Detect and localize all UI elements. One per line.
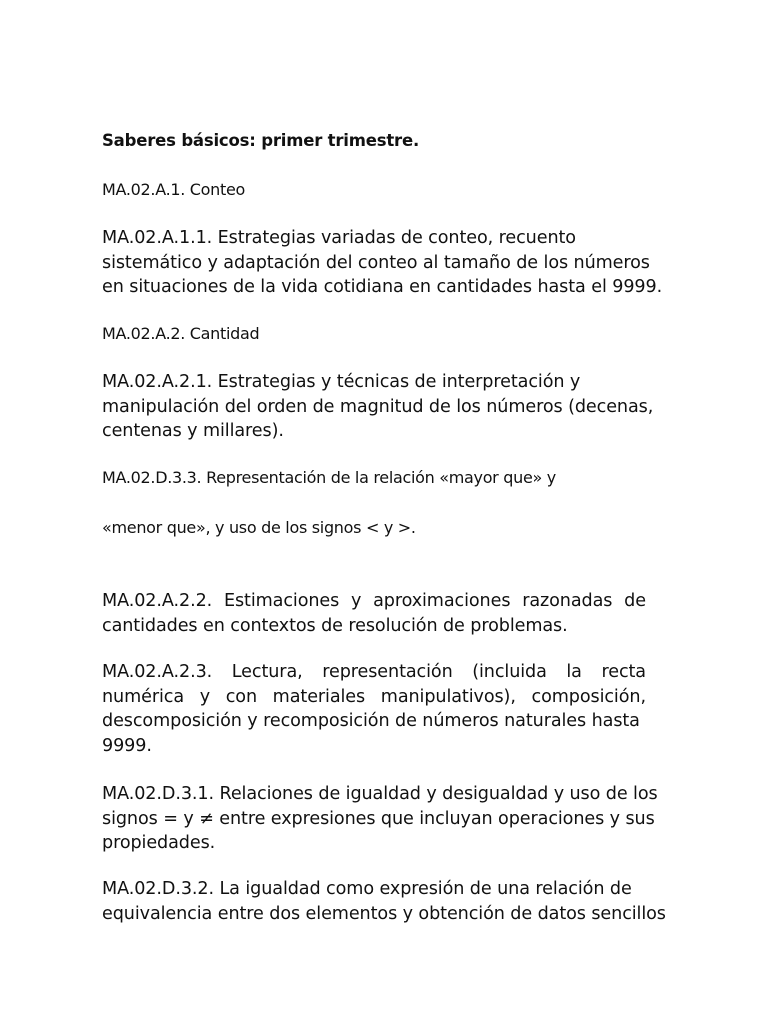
paragraph-line: en situaciones de la vida cotidiana en cantidades hasta el 9999. [102,277,663,297]
word: composición, [531,686,646,707]
word: (incluida [472,662,547,682]
word: aproximaciones [373,591,511,611]
word: materiales [272,686,366,707]
word: razonadas [522,591,613,611]
paragraph-d32 [102,877,666,926]
word: y [351,591,362,611]
page-title: Saberes básicos: primer trimestre. [102,131,420,150]
paragraph-line: MA.02.A.1.1. Estrategias variadas de conteo, recuento [102,228,576,248]
word: numérica [102,686,185,707]
paragraph-line: cantidades en contextos de resolución de problemas. [102,615,568,636]
paragraph-a21 [102,370,662,444]
paragraph-line: 9999. [102,735,152,756]
paragraph-a23 [102,660,662,758]
paragraph-a22 [102,589,662,638]
paragraph-line: sistemático y adaptación del conteo al tamaño de los números [102,252,650,273]
word: de [624,591,646,611]
word: manipulativos), [380,686,516,707]
word: Estimaciones [223,591,340,611]
paragraph-d31 [102,782,662,856]
justified-line [102,660,646,685]
paragraph-line: manipulación del orden de magnitud de los números (decenas, [102,396,654,417]
paragraph-line: MA.02.A.2.1. Estrategias y técnicas de interpretación y [102,372,581,392]
justified-line [102,685,646,710]
word: MA.02.A.2.2. [102,591,213,611]
word: MA.02.A.2.3. [102,662,213,682]
paragraph-d33-line1: MA.02.D.3.3. Representación de la relación «mayor que» y [102,468,556,487]
paragraph-a11 [102,226,662,300]
word: recta [601,662,646,682]
word: Lectura, [231,662,303,682]
section-heading-cantidad: MA.02.A.2. Cantidad [102,324,260,343]
word: y [199,686,211,707]
word: la [566,662,582,682]
paragraph-line: descomposición y recomposición de números naturales hasta [102,711,640,731]
paragraph-line: MA.02.D.3.1. Relaciones de igualdad y desigualdad y uso de los [102,784,658,804]
paragraph-line: propiedades. [102,833,216,853]
paragraph-line: signos = y ≠ entre expresiones que incluyan operaciones y sus [102,808,655,829]
justified-line [102,589,646,614]
paragraph-line: equivalencia entre dos elementos y obtención de datos sencillos [102,903,666,924]
word: con [225,686,257,707]
section-heading-conteo: MA.02.A.1. Conteo [102,180,246,199]
paragraph-d33-line2: «menor que», y uso de los signos < y >. [102,518,416,537]
paragraph-line: MA.02.D.3.2. La igualdad como expresión de una relación de [102,879,632,899]
word: representación [322,662,453,682]
paragraph-line: centenas y millares). [102,421,284,441]
